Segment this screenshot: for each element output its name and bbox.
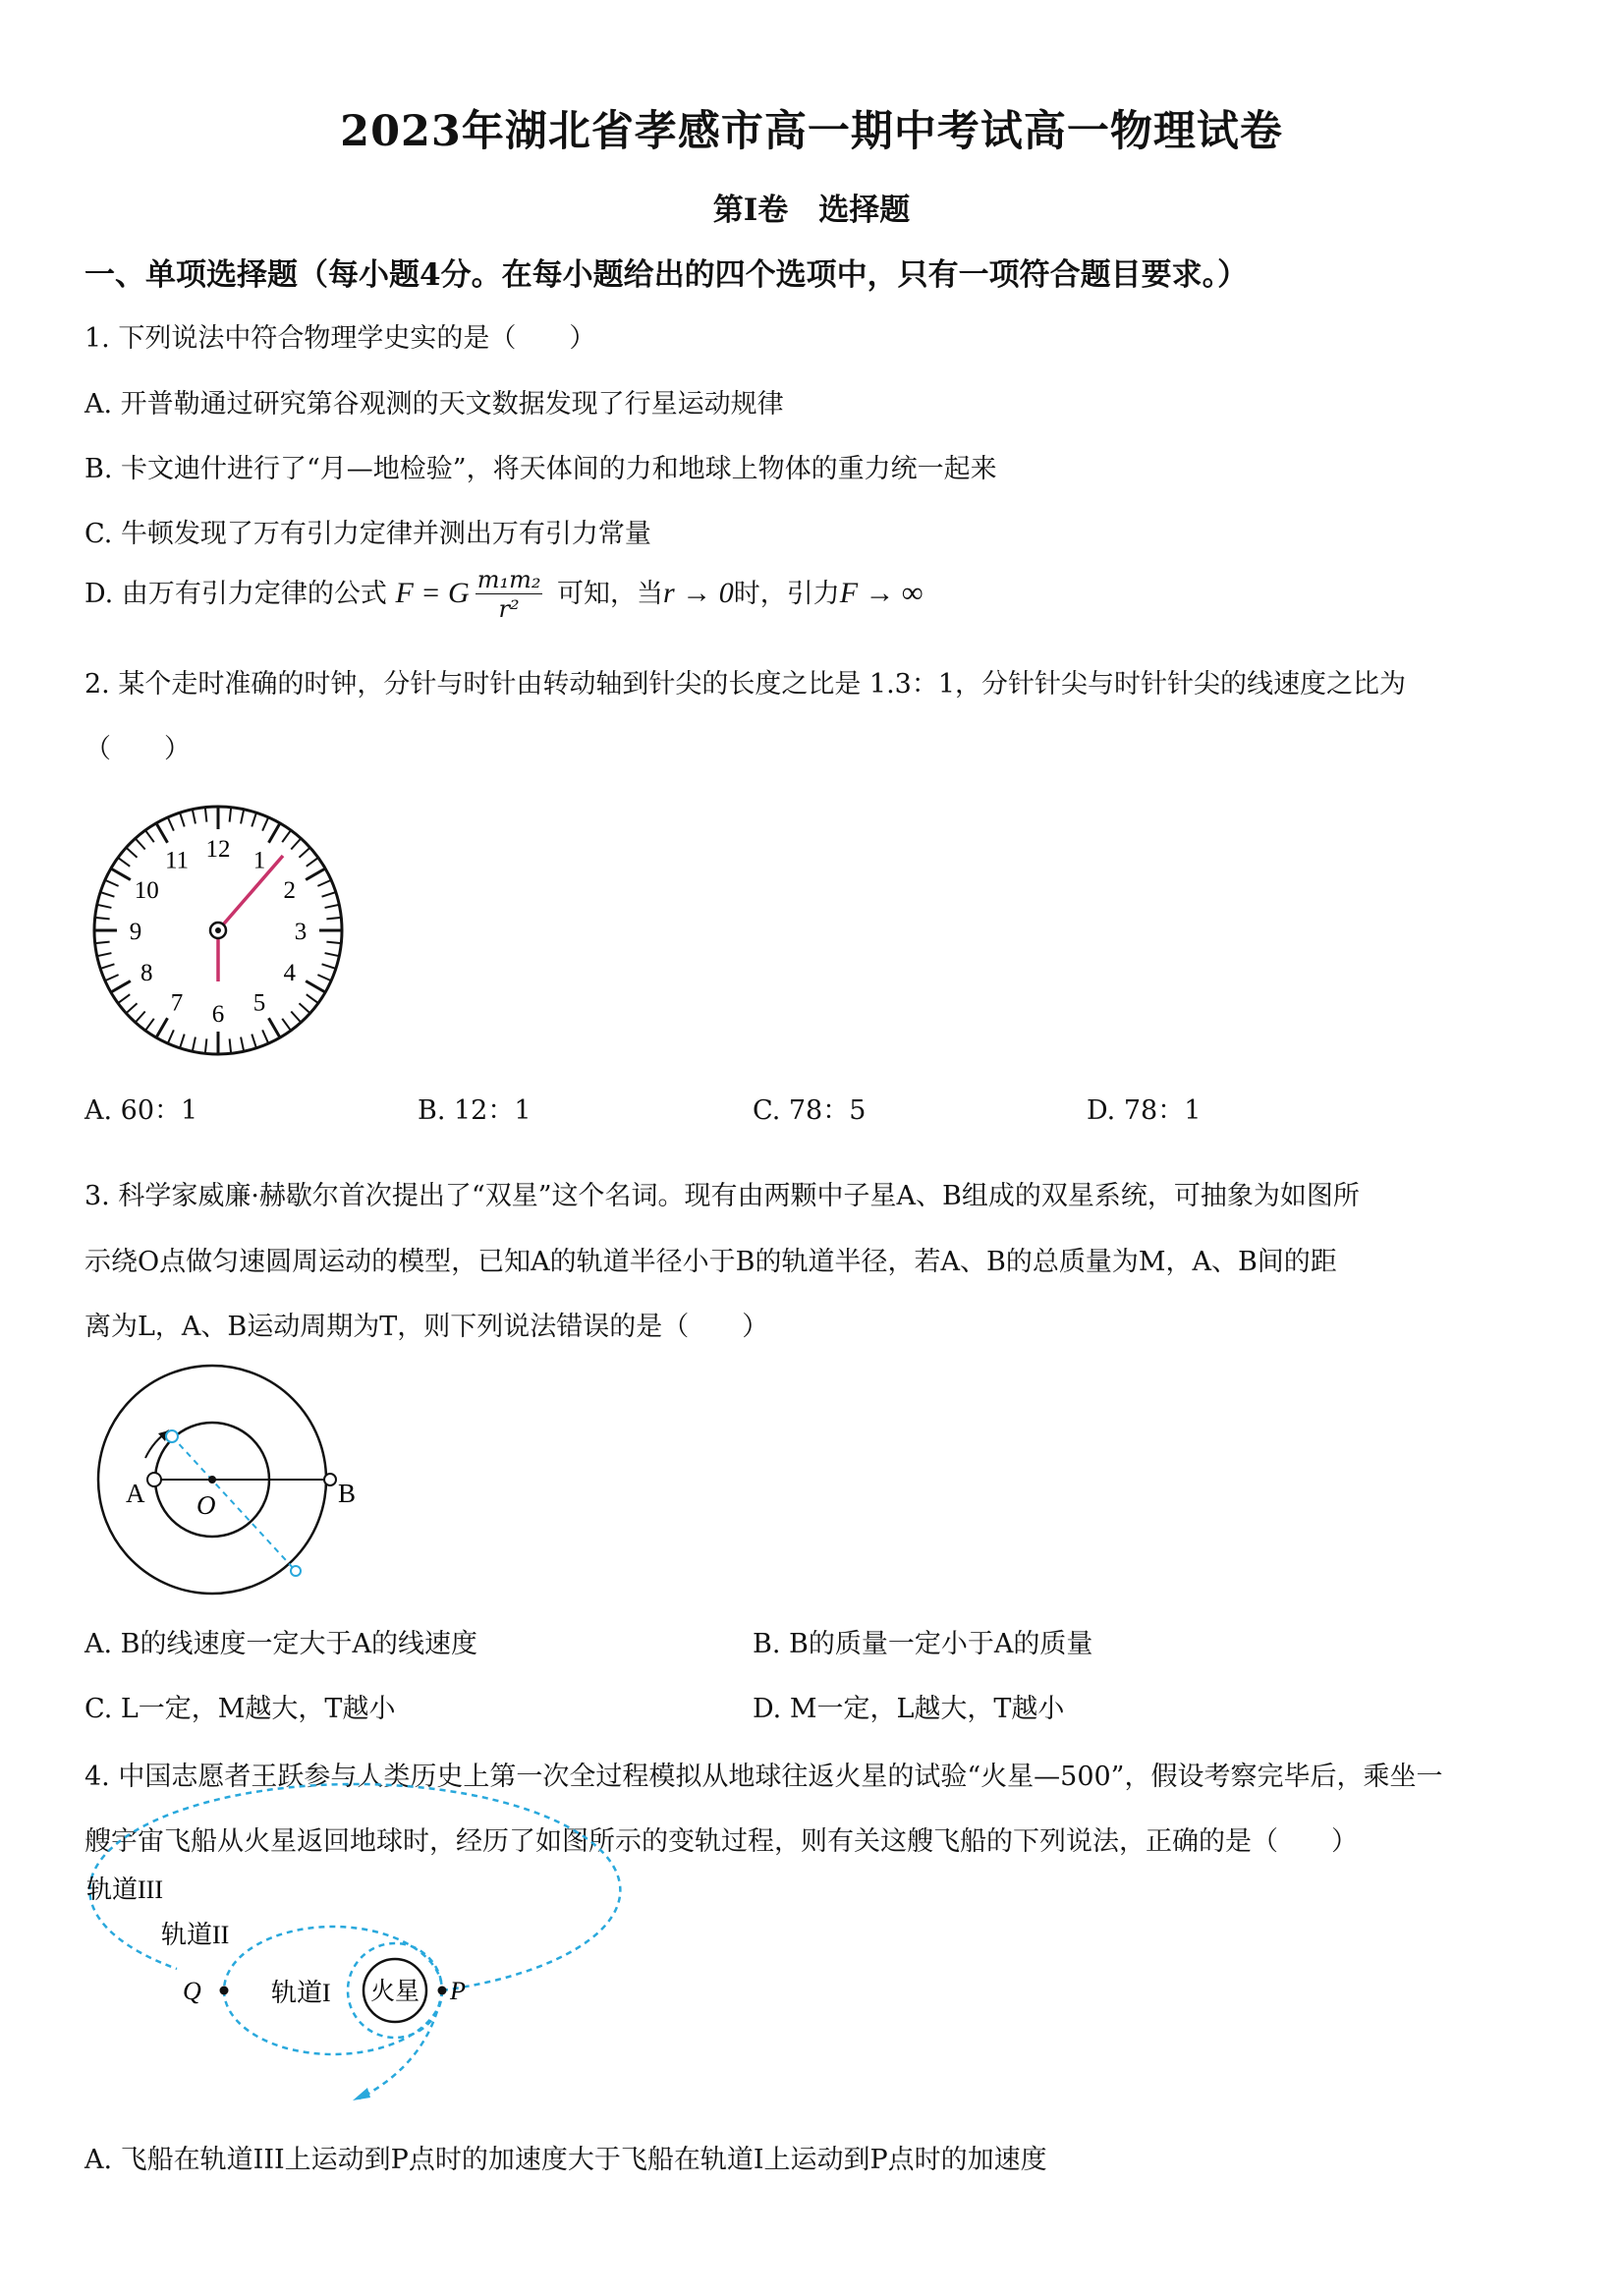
clock-tick	[145, 830, 154, 842]
label-b: B	[338, 1479, 357, 1508]
clock-tick	[126, 1003, 137, 1013]
clock-pivot-center	[215, 927, 221, 933]
clock-tick	[156, 823, 168, 843]
q1-option-c: C. 牛顿发现了万有引力定律并测出万有引力常量	[84, 519, 651, 549]
clock-tick	[105, 975, 119, 980]
clock-tick	[193, 1037, 196, 1052]
clock-tick	[299, 848, 309, 858]
clock-tick	[97, 953, 112, 956]
clock-tick	[136, 1011, 145, 1022]
star-b-later	[291, 1566, 301, 1576]
q3-option-b: B. B的质量一定小于A的质量	[753, 1629, 1093, 1659]
clock-tick	[145, 1019, 154, 1031]
clock-number: 8	[140, 960, 153, 986]
q1-d-denominator: r²	[498, 595, 520, 623]
q1-d-formula-lhs: F = G	[395, 577, 470, 609]
clock-number: 4	[283, 960, 296, 986]
center-o-point	[208, 1476, 216, 1484]
q1-option-a: A. 开普勒通过研究第谷观测的天文数据发现了行星运动规律	[84, 389, 784, 420]
clock-tick	[180, 812, 185, 826]
clock-tick	[118, 858, 130, 867]
q3-option-c: C. L一定，M越大，T越小	[84, 1694, 396, 1724]
minute-hand	[218, 856, 283, 930]
label-o: O	[196, 1490, 216, 1520]
q2-option-b: B. 12：1	[418, 1095, 532, 1126]
clock-number: 6	[211, 1001, 225, 1028]
clock-tick	[111, 981, 131, 993]
orbit-transfer-figure	[84, 1867, 497, 2093]
q2-stem-cont: （ ）	[84, 734, 191, 764]
clock-tick	[307, 994, 318, 1003]
clock-tick	[168, 817, 174, 831]
clock-tick	[306, 868, 325, 880]
clock-tick	[325, 953, 340, 956]
clock-tick	[230, 1038, 232, 1053]
clock-tick	[95, 942, 110, 944]
clock-tick	[168, 1030, 174, 1043]
q1-d-fraction	[476, 566, 543, 624]
clock-tick	[317, 975, 331, 980]
clock-tick	[100, 892, 114, 897]
clock-tick	[291, 1011, 301, 1022]
q2-stem: 2. 某个走时准确的时钟，分针与时针由转动轴到针尖的长度之比是 1.3：1，分针针尖与时针针尖的线速度之比为	[84, 669, 1407, 700]
clock-number: 2	[283, 877, 296, 904]
label-orbit-iii: 轨道III	[86, 1876, 163, 1904]
clock-tick	[306, 981, 325, 993]
clock-tick	[269, 1018, 281, 1037]
clock-tick	[252, 1035, 256, 1048]
clock-tick	[193, 810, 196, 824]
binary-star-figure	[84, 1364, 357, 1599]
q2-option-c: C. 78：5	[753, 1095, 867, 1126]
q1-option-d	[84, 566, 923, 624]
q3-stem-line2: 示绕O点做匀速圆周运动的模型，已知A的轨道半径小于B的轨道半径，若A、B的总质量为M，A、B间的距	[84, 1247, 1337, 1277]
clock-tick	[126, 848, 137, 858]
label-mars: 火星	[369, 1979, 420, 2005]
clock-figure	[85, 798, 351, 1063]
clock-tick	[97, 905, 112, 908]
q2-option-d: D. 78：1	[1087, 1095, 1202, 1126]
q1-d-prefix: D. 由万有引力定律的公式	[84, 579, 387, 609]
clock-tick	[241, 1037, 244, 1052]
clock-tick	[291, 838, 301, 849]
clock-tick	[299, 1003, 309, 1013]
clock-tick	[136, 838, 145, 849]
clock-number: 5	[252, 989, 266, 1017]
exam-subtitle: 第Ⅰ卷 选择题	[712, 193, 911, 228]
q1-d-cond: r → 0	[663, 577, 734, 609]
clock-tick	[205, 808, 207, 822]
clock-tick	[241, 810, 244, 824]
clock-number: 12	[205, 836, 231, 863]
clock-tick	[269, 823, 281, 843]
clock-tick	[322, 964, 336, 969]
q1-stem: 1. 下列说法中符合物理学史实的是（ ）	[84, 323, 596, 354]
q1-d-result: F → ∞	[839, 577, 923, 609]
dashed-line	[172, 1436, 296, 1571]
clock-number: 11	[164, 847, 190, 874]
q4-option-a: A. 飞船在轨道III上运动到P点时的加速度大于飞船在轨道Ⅰ上运动到P点时的加速度	[84, 2145, 1047, 2175]
clock-tick	[262, 1030, 268, 1043]
q4-stem-line2: 艘宇宙飞船从火星返回地球时，经历了如图所示的变轨过程，则有关这艘飞船的下列说法，正确的是（ ）	[84, 1826, 1358, 1857]
clock-tick	[156, 1018, 168, 1037]
clock-tick	[118, 994, 130, 1003]
q3-stem-line3: 离为L，A、B运动周期为T，则下列说法错误的是（ ）	[84, 1312, 769, 1342]
label-a: A	[126, 1479, 145, 1508]
q3-option-a: A. B的线速度一定大于A的线速度	[84, 1629, 478, 1659]
label-q: Q	[183, 1977, 201, 2005]
star-a	[147, 1473, 161, 1486]
clock-number: 7	[170, 989, 184, 1017]
escape-arrow-icon	[353, 2088, 370, 2100]
clock-tick	[205, 1038, 207, 1053]
label-orbit-i: 轨道I	[271, 1979, 331, 2007]
clock-tick	[252, 812, 256, 826]
exam-title: 2023年湖北省孝感市高一期中考试高一物理试卷	[340, 107, 1283, 156]
clock-tick	[105, 880, 119, 886]
clock-tick	[230, 808, 232, 822]
q1-d-numerator: m₁m₂	[476, 566, 541, 593]
label-orbit-ii: 轨道II	[161, 1921, 230, 1949]
clock-number: 1	[252, 847, 266, 874]
clock-tick	[262, 817, 268, 831]
clock-tick	[307, 858, 318, 867]
clock-tick	[282, 830, 291, 842]
clock-tick	[325, 905, 340, 908]
section-heading: 一、单项选择题（每小题4分。在每小题给出的四个选项中，只有一项符合题目要求。）	[84, 257, 1249, 293]
clock-number: 9	[129, 919, 142, 945]
star-b	[324, 1474, 336, 1485]
clock-tick	[111, 868, 131, 880]
q4-stem-line1: 4. 中国志愿者王跃参与人类历史上第一次全过程模拟从地球往返火星的试验“火星—500”，假设考察完毕后，乘坐一	[84, 1762, 1443, 1792]
clock-tick	[326, 918, 341, 920]
star-a-later	[166, 1430, 178, 1442]
q1-d-mid2: 时，引力	[733, 579, 840, 609]
clock-tick	[322, 892, 336, 897]
point-p	[438, 1987, 447, 1995]
orbit-iii-path	[89, 1784, 620, 1990]
q1-d-mid: 可知，当	[557, 579, 664, 609]
q3-option-d: D. M一定，L越大，T越小	[753, 1694, 1065, 1724]
clock-tick	[95, 918, 110, 920]
clock-number: 10	[134, 877, 159, 904]
point-q	[220, 1987, 229, 1995]
clock-tick	[317, 880, 331, 886]
clock-tick	[180, 1035, 185, 1048]
clock-number: 3	[294, 919, 308, 945]
clock-tick	[326, 942, 341, 944]
clock-tick	[282, 1019, 291, 1031]
q3-stem-line1: 3. 科学家威廉·赫歇尔首次提出了“双星”这个名词。现有由两颗中子星A、B组成的双星系统，可抽象为如图所	[84, 1181, 1360, 1211]
clock-tick	[100, 964, 114, 969]
q1-option-b: B. 卡文迪什进行了“月—地检验”，将天体间的力和地球上物体的重力统一起来	[84, 454, 997, 484]
q2-option-a: A. 60：1	[84, 1095, 198, 1126]
label-p: P	[450, 1977, 466, 2005]
